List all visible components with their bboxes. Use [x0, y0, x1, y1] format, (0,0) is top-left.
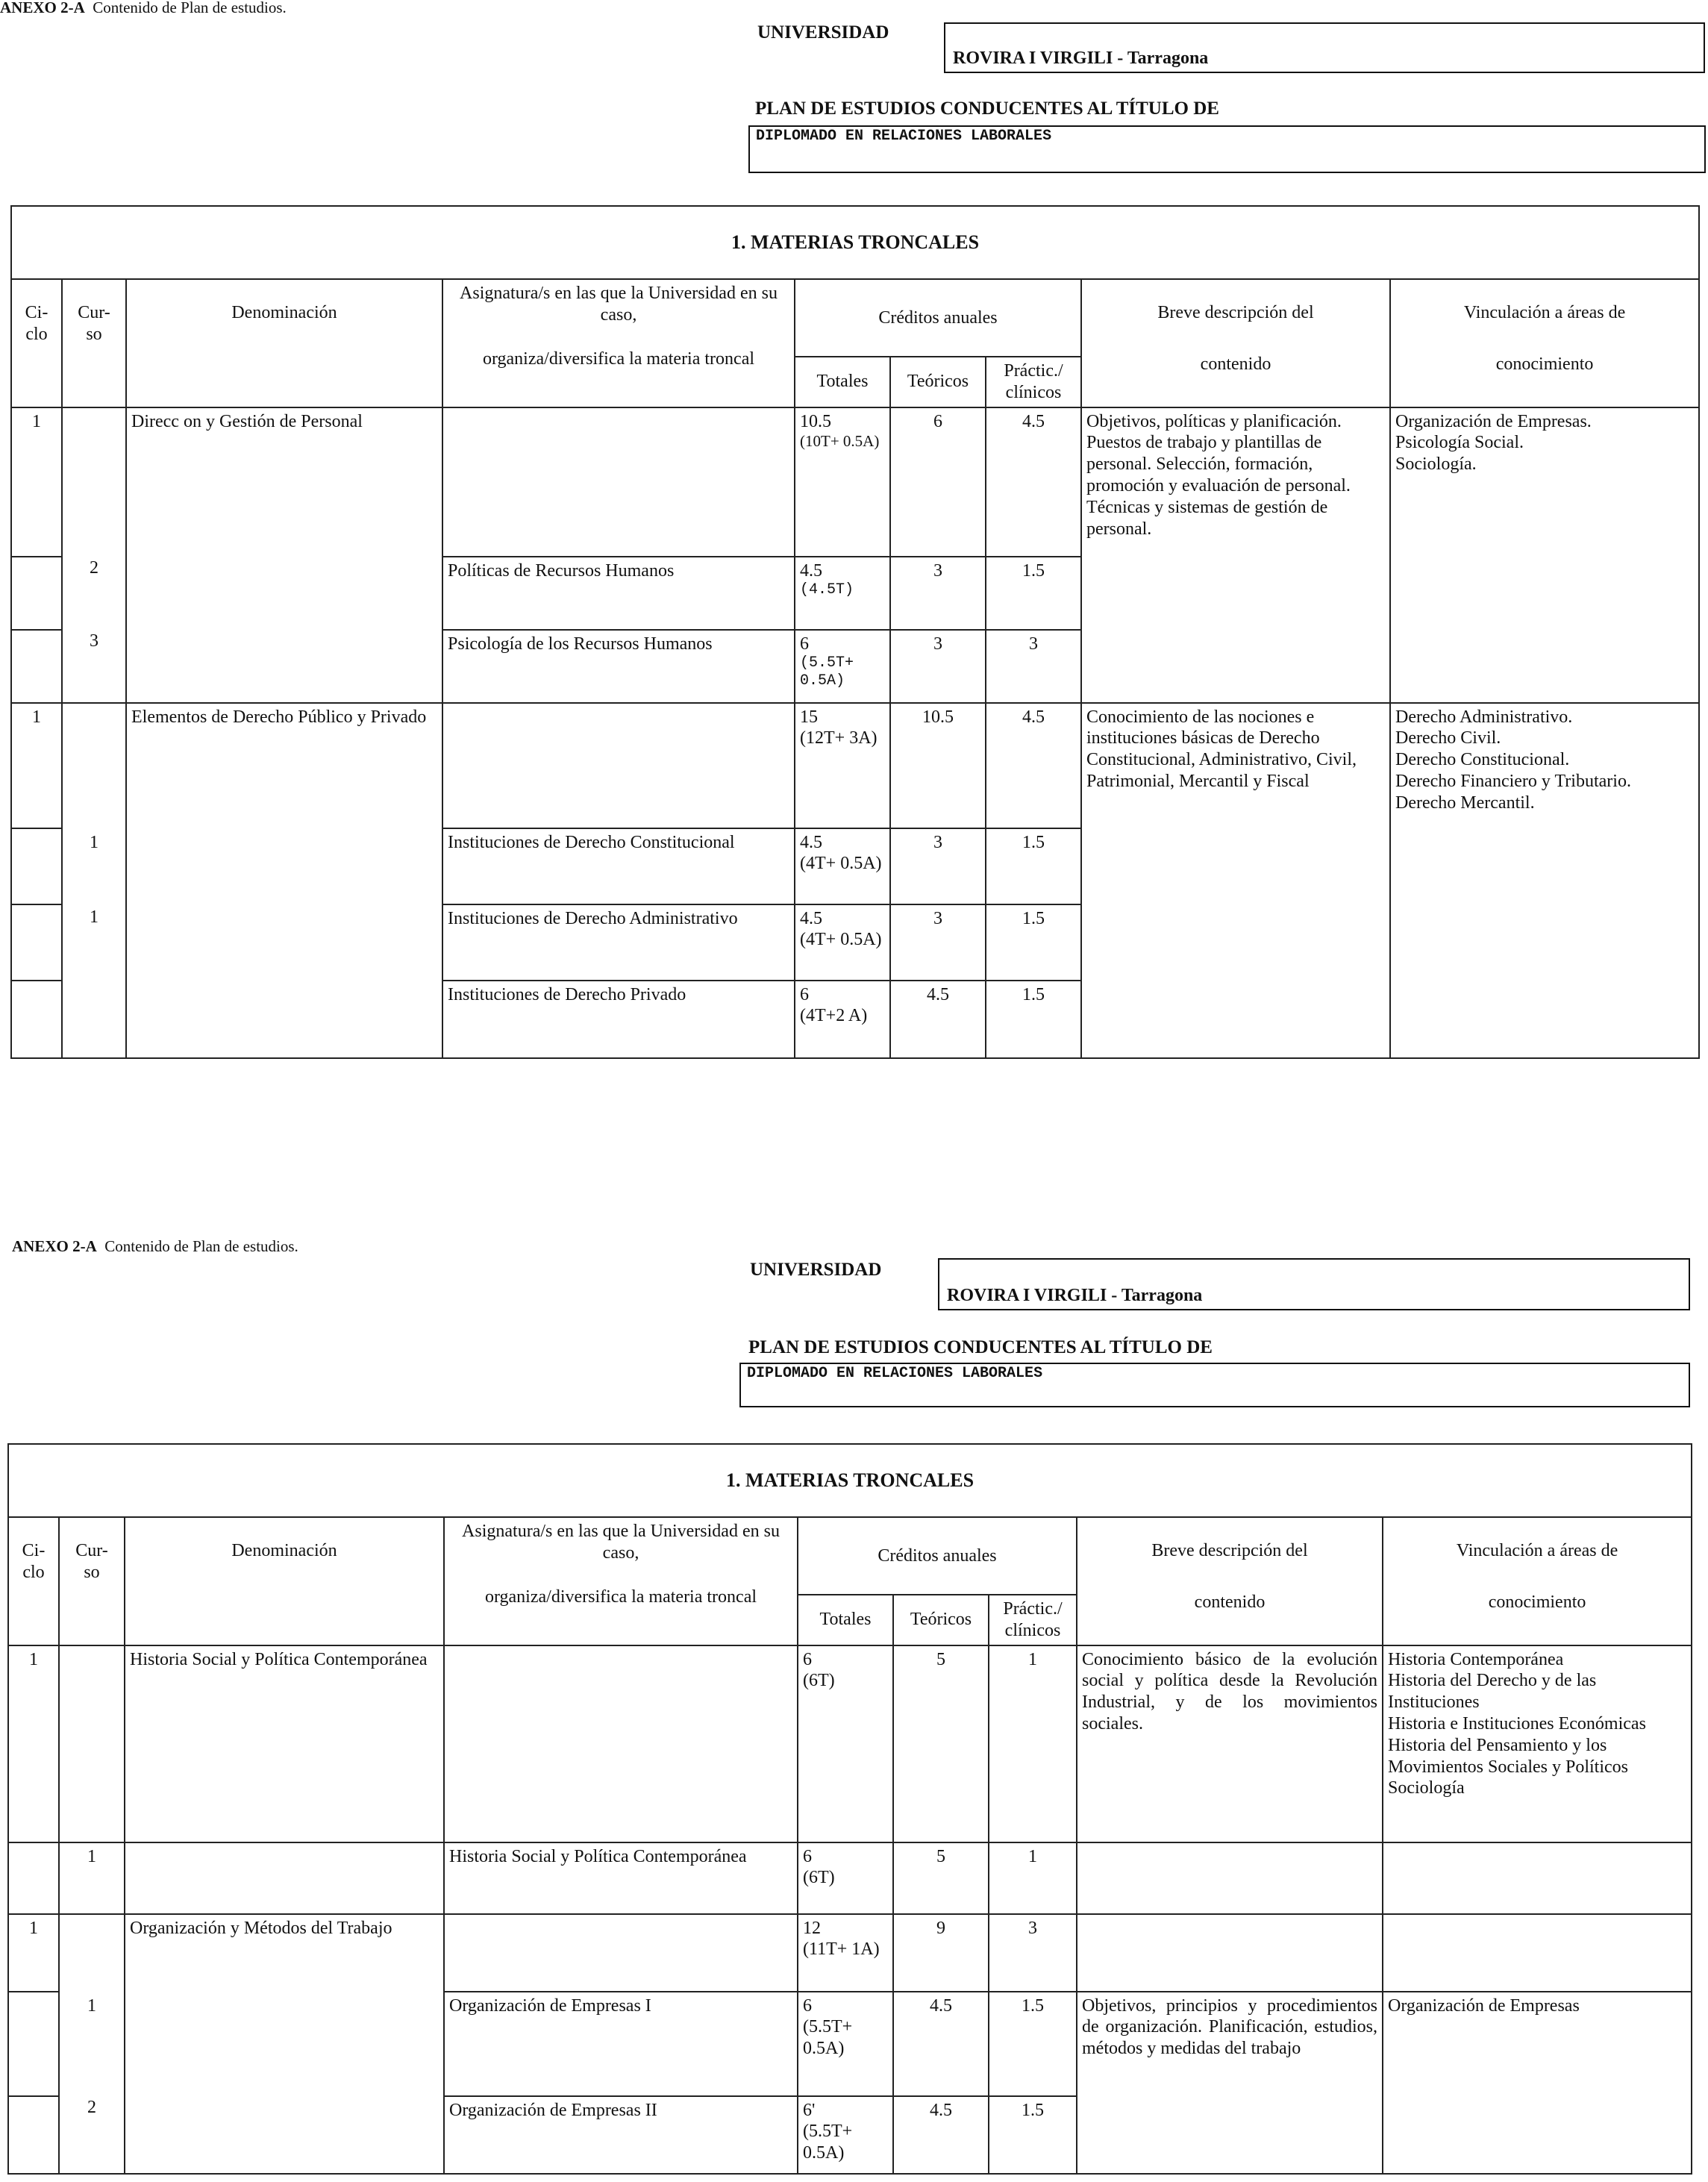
- cell-totales: [798, 2096, 893, 2174]
- cell-ciclo: [8, 1842, 59, 1914]
- cell-vinculacion: Historia Contemporánea Historia del Derecho y de las Instituciones Historia e Instituciones Económicas Historia del Pensamiento y los Movimientos Sociales y Políticos Sociología: [1383, 1645, 1692, 1842]
- annex-heading: ANEXO 2-A Contenido de Plan de estudios.: [12, 1237, 298, 1255]
- cell-totales: [798, 1914, 893, 1992]
- plan-box: [748, 125, 1706, 173]
- col-asignatura-top: Asignatura/s en las que la Universidad en su caso,: [460, 284, 778, 325]
- col-denominacion: Denominación: [125, 1517, 444, 1645]
- cell-totales: [795, 828, 890, 904]
- col-asignatura-top: Asignatura/s en las que la Universidad en su caso,: [462, 1522, 780, 1563]
- col-ciclo: Ci- clo: [8, 1517, 59, 1645]
- total-breakdown: (5.5T+ 0.5A): [800, 654, 854, 690]
- cell-totales: [798, 1645, 893, 1842]
- total-breakdown: (4.5T): [800, 581, 854, 599]
- total-breakdown: (4T+ 0.5A): [800, 930, 882, 950]
- cell-curso: 2: [90, 557, 98, 578]
- materias-troncales-table: [10, 205, 1700, 1059]
- cell-practicos: 1: [989, 1645, 1077, 1842]
- cell-curso: 1: [90, 832, 98, 852]
- col-breve-top: Breve descripción del: [1157, 303, 1314, 322]
- annex-heading: ANEXO 2-A Contenido de Plan de estudios.: [0, 0, 287, 16]
- total-value: 10.5: [800, 411, 831, 431]
- cell-totales: [798, 1842, 893, 1914]
- col-vinc-bottom: conocimiento: [1488, 1592, 1586, 1612]
- cell-teoricos: 4.5: [890, 981, 986, 1058]
- col-vinculacion: [1383, 1517, 1692, 1645]
- table-title: 1. MATERIAS TRONCALES: [8, 1444, 1692, 1517]
- cell-practicos: 1.5: [986, 904, 1081, 981]
- table-row: [8, 1645, 1692, 1842]
- cell-teoricos: 4.5: [893, 1992, 989, 2096]
- plan-label: PLAN DE ESTUDIOS CONDUCENTES AL TÍTULO DE: [755, 99, 1219, 119]
- col-totales: Totales: [798, 1595, 893, 1645]
- cell-denominacion: Direcc on y Gestión de Personal: [126, 407, 442, 703]
- total-breakdown: (5.5T+ 0.5A): [803, 2122, 853, 2163]
- universidad-label: UNIVERSIDAD: [757, 22, 889, 43]
- cell-asignatura: [444, 1645, 798, 1842]
- cell-ciclo: 1: [8, 1914, 59, 1992]
- cell-denominacion: Historia Social y Política Contemporánea: [125, 1645, 444, 1842]
- plan-box: [739, 1363, 1690, 1407]
- universidad-box: [944, 22, 1705, 73]
- cell-curso: 1: [90, 907, 98, 927]
- cell-asignatura: Políticas de Recursos Humanos: [442, 557, 795, 630]
- col-denominacion: Denominación: [126, 279, 442, 407]
- cell-asignatura: [444, 1914, 798, 1992]
- col-breve: [1077, 1517, 1383, 1645]
- table-row: [8, 1914, 1692, 1992]
- cell-denominacion: Organización y Métodos del Trabajo: [125, 1914, 444, 2174]
- cell-practicos: 4.5: [986, 407, 1081, 557]
- total-breakdown: (4T+2 A): [800, 1006, 868, 1026]
- col-asignatura: [444, 1517, 798, 1645]
- cell-teoricos: 4.5: [893, 2096, 989, 2174]
- cell-denominacion: Elementos de Derecho Público y Privado: [126, 703, 442, 1058]
- cell-descripcion: Conocimiento básico de la evolución social y política desde la Revolución Industrial, y de los movimientos sociales.: [1077, 1645, 1383, 1842]
- col-ciclo: Ci- clo: [11, 279, 62, 407]
- col-vinc-bottom: conocimiento: [1495, 354, 1594, 374]
- total-value: 4.5: [800, 832, 822, 852]
- col-teoricos: Teóricos: [893, 1595, 989, 1645]
- cell-teoricos: 3: [890, 557, 986, 630]
- table-title: 1. MATERIAS TRONCALES: [11, 206, 1699, 279]
- col-breve-top: Breve descripción del: [1151, 1541, 1308, 1560]
- cell-teoricos: 3: [890, 828, 986, 904]
- cell-ciclo: 1: [8, 1645, 59, 1842]
- cell-curso: [59, 1645, 125, 1842]
- cell-teoricos: 5: [893, 1842, 989, 1914]
- cell-practicos: 3: [989, 1914, 1077, 1992]
- cell-practicos: 1.5: [986, 981, 1081, 1058]
- cell-denominacion: [125, 1842, 444, 1914]
- cell-asignatura: Instituciones de Derecho Administrativo: [442, 904, 795, 981]
- cell-curso-group: [62, 703, 126, 1058]
- total-breakdown: (12T+ 3A): [800, 728, 878, 748]
- col-breve: [1081, 279, 1390, 407]
- cell-ciclo: 1: [11, 703, 62, 828]
- col-asignatura: [442, 279, 795, 407]
- cell-vinculacion: [1383, 1842, 1692, 1914]
- total-value: 6: [800, 634, 809, 654]
- total-breakdown: (10T+ 0.5A): [800, 432, 880, 451]
- cell-teoricos: 9: [893, 1914, 989, 1992]
- cell-teoricos: 5: [893, 1645, 989, 1842]
- cell-vinculacion: [1383, 1914, 1692, 1992]
- col-vinculacion: [1390, 279, 1699, 407]
- cell-teoricos: 6: [890, 407, 986, 557]
- cell-totales: [795, 407, 890, 557]
- cell-practicos: 1: [989, 1842, 1077, 1914]
- total-value: 4.5: [800, 908, 822, 928]
- col-practicos: Práctic./ clínicos: [986, 357, 1081, 407]
- total-value: 4.5: [800, 560, 822, 581]
- total-value: 6': [803, 2100, 816, 2120]
- total-breakdown: (6T): [803, 1868, 835, 1888]
- cell-ciclo: [11, 981, 62, 1058]
- cell-descripcion: [1077, 1914, 1383, 1992]
- total-value: 6: [800, 984, 809, 1004]
- col-asignatura-bottom: organiza/diversifica la materia troncal: [482, 348, 755, 369]
- cell-ciclo: [11, 557, 62, 630]
- cell-asignatura: Instituciones de Derecho Constitucional: [442, 828, 795, 904]
- col-curso: Cur- so: [62, 279, 126, 407]
- table-row: [8, 1842, 1692, 1914]
- cell-descripcion: Conocimiento de las nociones e instituciones básicas de Derecho Constitucional, Administrativo, Civil, Patrimonial, Mercantil y Fiscal: [1081, 703, 1390, 1058]
- cell-descripcion: Objetivos, políticas y planificación. Puestos de trabajo y plantillas de personal. Selección, formación, promoción y evaluación de personal. Técnicas y sistemas de gestión de personal.: [1081, 407, 1390, 703]
- cell-descripcion: Objetivos, principios y procedimientos de organización. Planificación, estudios, métodos y medidas del trabajo: [1077, 1992, 1383, 2174]
- cell-practicos: 1.5: [986, 828, 1081, 904]
- cell-teoricos: 3: [890, 630, 986, 703]
- cell-vinculacion: Derecho Administrativo. Derecho Civil. Derecho Constitucional. Derecho Financiero y Tributario. Derecho Mercantil.: [1390, 703, 1699, 1058]
- cell-totales: [798, 1992, 893, 2096]
- cell-asignatura: Organización de Empresas I: [444, 1992, 798, 2096]
- universidad-label: UNIVERSIDAD: [750, 1260, 882, 1280]
- col-breve-bottom: contenido: [1194, 1592, 1266, 1612]
- cell-asignatura: [442, 407, 795, 557]
- cell-teoricos: 10.5: [890, 703, 986, 828]
- col-asignatura-bottom: organiza/diversifica la materia troncal: [484, 1587, 757, 1607]
- col-teoricos: Teóricos: [890, 357, 986, 407]
- cell-curso: 1: [59, 1842, 125, 1914]
- col-creditos: Créditos anuales: [795, 279, 1081, 357]
- total-breakdown: (5.5T+ 0.5A): [803, 2017, 853, 2059]
- cell-practicos: 4.5: [986, 703, 1081, 828]
- cell-asignatura: Organización de Empresas II: [444, 2096, 798, 2174]
- col-creditos: Créditos anuales: [798, 1517, 1077, 1595]
- total-value: 6: [803, 1649, 812, 1669]
- universidad-box: [938, 1258, 1690, 1310]
- cell-asignatura: Instituciones de Derecho Privado: [442, 981, 795, 1058]
- col-curso: Cur- so: [59, 1517, 125, 1645]
- table-row: [11, 703, 1699, 828]
- total-breakdown: (4T+ 0.5A): [800, 854, 882, 874]
- cell-totales: [795, 904, 890, 981]
- cell-totales: [795, 630, 890, 703]
- total-breakdown: (11T+ 1A): [803, 1939, 880, 1960]
- cell-curso-group: [59, 1914, 125, 2174]
- plan-label: PLAN DE ESTUDIOS CONDUCENTES AL TÍTULO DE: [748, 1337, 1213, 1357]
- cell-asignatura: [442, 703, 795, 828]
- universidad-value: ROVIRA I VIRGILI - Tarragona: [953, 49, 1209, 68]
- col-practicos: Práctic./ clínicos: [989, 1595, 1077, 1645]
- cell-ciclo: [8, 2096, 59, 2174]
- total-value: 6: [803, 1995, 812, 2016]
- col-vinc-top: Vinculación a áreas de: [1456, 1541, 1618, 1560]
- cell-ciclo: [11, 828, 62, 904]
- cell-practicos: 3: [986, 630, 1081, 703]
- total-value: 15: [800, 707, 818, 727]
- cell-teoricos: 3: [890, 904, 986, 981]
- total-value: 12: [803, 1918, 821, 1938]
- cell-curso: 3: [90, 631, 98, 651]
- cell-ciclo: [8, 1992, 59, 2096]
- cell-totales: [795, 981, 890, 1058]
- cell-practicos: 1.5: [989, 1992, 1077, 2096]
- cell-totales: [795, 557, 890, 630]
- cell-curso: 2: [87, 2097, 96, 2117]
- cell-totales: [795, 703, 890, 828]
- plan-value: DIPLOMADO EN RELACIONES LABORALES: [747, 1365, 1043, 1382]
- universidad-value: ROVIRA I VIRGILI - Tarragona: [947, 1286, 1203, 1305]
- total-breakdown: (6T): [803, 1671, 835, 1691]
- plan-value: DIPLOMADO EN RELACIONES LABORALES: [756, 128, 1052, 145]
- cell-asignatura: Historia Social y Política Contemporánea: [444, 1842, 798, 1914]
- cell-vinculacion: Organización de Empresas: [1383, 1992, 1692, 2174]
- cell-curso: 1: [87, 1995, 96, 2016]
- cell-practicos: 1.5: [986, 557, 1081, 630]
- cell-vinculacion: Organización de Empresas. Psicología Social. Sociología.: [1390, 407, 1699, 703]
- table-row: [11, 407, 1699, 557]
- cell-ciclo: [11, 904, 62, 981]
- cell-curso-group: [62, 407, 126, 703]
- cell-practicos: 1.5: [989, 2096, 1077, 2174]
- cell-descripcion: [1077, 1842, 1383, 1914]
- col-totales: Totales: [795, 357, 890, 407]
- materias-troncales-table: [7, 1443, 1692, 2175]
- cell-ciclo: [11, 630, 62, 703]
- col-breve-bottom: contenido: [1200, 354, 1271, 374]
- col-vinc-top: Vinculación a áreas de: [1463, 303, 1626, 322]
- cell-asignatura: Psicología de los Recursos Humanos: [442, 630, 795, 703]
- total-value: 6: [803, 1846, 812, 1866]
- cell-ciclo: 1: [11, 407, 62, 557]
